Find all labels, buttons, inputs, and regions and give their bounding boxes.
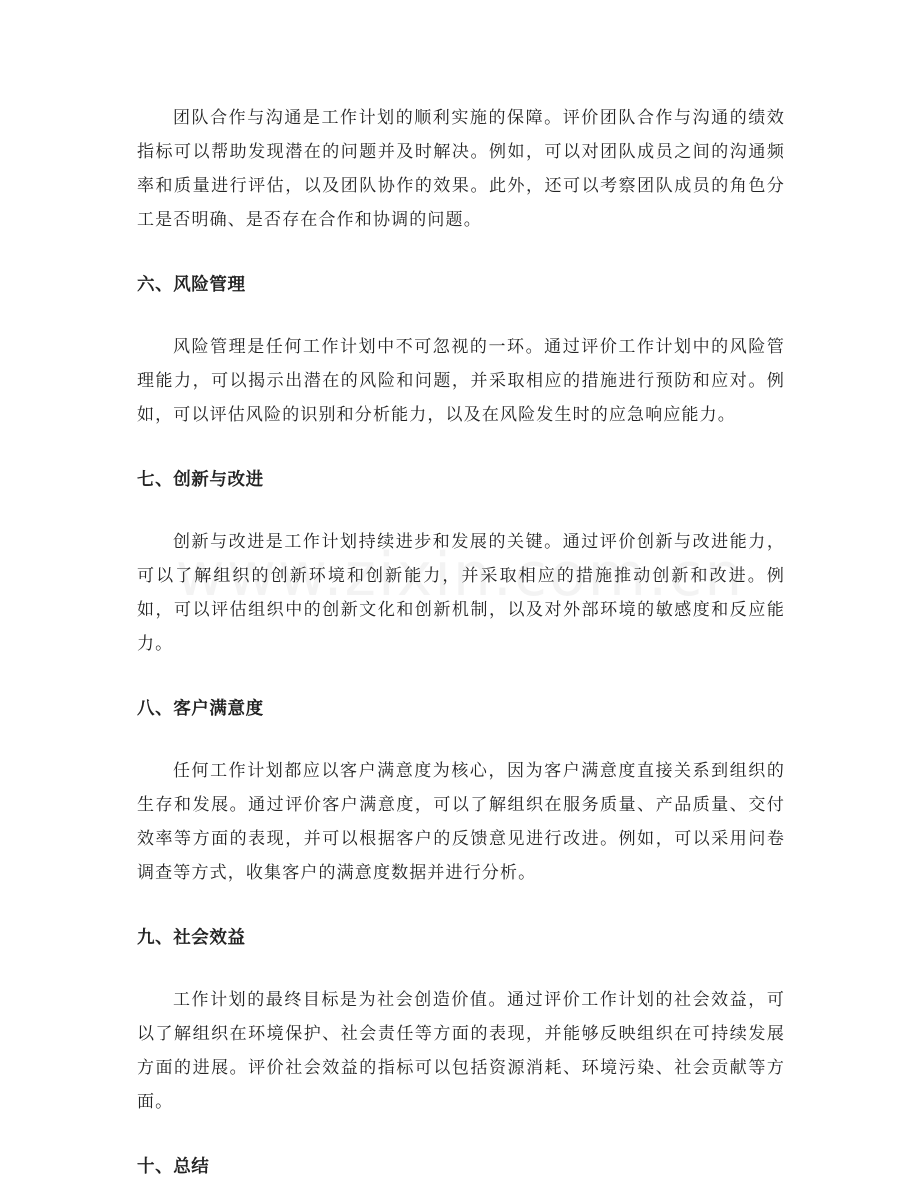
section-heading-risk-management: 六、风险管理 <box>137 275 246 295</box>
section-heading-social-benefit: 九、社会效益 <box>137 928 246 948</box>
section-heading-innovation: 七、创新与改进 <box>137 470 264 490</box>
section-body-risk-management: 风险管理是任何工作计划中不可忽视的一环。通过评价工作计划中的风险管理能力，可以揭示出潜在的风险和问题，并采取相应的措施进行预防和应对。例如，可以评估风险的识别和分析能力，以及在风险发生时的应急响应能力。 <box>137 337 785 425</box>
section-heading-summary: 十、总结 <box>137 1157 210 1177</box>
document-body <box>137 101 785 1184</box>
section-body-social-benefit: 工作计划的最终目标是为社会创造价值。通过评价工作计划的社会效益，可以了解组织在环境保护、社会责任等方面的表现，并能够反映组织在可持续发展方面的进展。评价社会效益的指标可以包括资源消耗、环境污染、社会贡献等方面。 <box>137 990 785 1112</box>
section-body-innovation: 创新与改进是工作计划持续进步和发展的关键。通过评价创新与改进能力，可以了解组织的创新环境和创新能力，并采取相应的措施推动创新和改进。例如，可以评估组织中的创新文化和创新机制，以及对外部环境的敏感度和反应能力。 <box>137 532 785 654</box>
intro-paragraph: 团队合作与沟通是工作计划的顺利实施的保障。评价团队合作与沟通的绩效指标可以帮助发现潜在的问题并及时解决。例如，可以对团队成员之间的沟通频率和质量进行评估，以及团队协作的效果。此外，还可以考察团队成员的角色分工是否明确、是否存在合作和协调的问题。 <box>137 108 785 230</box>
section-body-customer-satisfaction: 任何工作计划都应以客户满意度为核心，因为客户满意度直接关系到组织的生存和发展。通过评价客户满意度，可以了解组织在服务质量、产品质量、交付效率等方面的表现，并可以根据客户的反馈意见进行改进。例如，可以采用问卷调查等方式，收集客户的满意度数据并进行分析。 <box>137 761 785 883</box>
section-heading-customer-satisfaction: 八、客户满意度 <box>137 699 264 719</box>
